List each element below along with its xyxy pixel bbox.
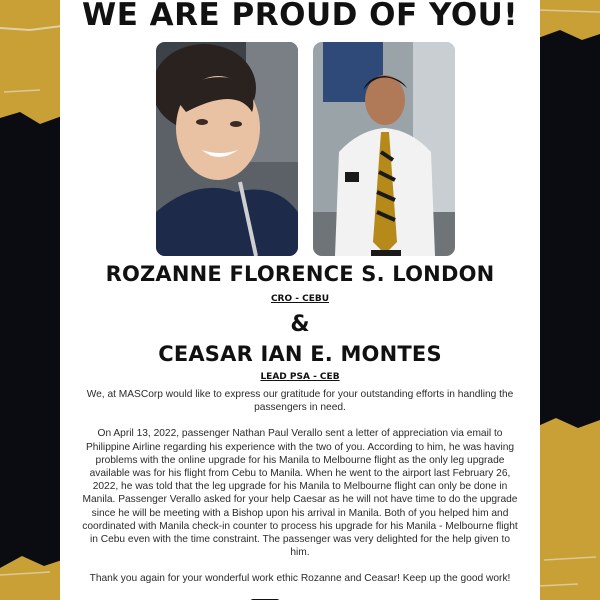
- person1-role: CRO - CEBU: [270, 294, 330, 304]
- headline: WE ARE PROUD OF YOU!: [82, 0, 518, 33]
- man-in-pilot-uniform-photo: [313, 42, 455, 256]
- certificate-card: [60, 0, 540, 600]
- person2-role: LEAD PSA - CEB: [260, 372, 340, 382]
- right-decorative-paint: [538, 0, 600, 600]
- woman-smiling-photo: [156, 42, 298, 256]
- appreciation-letter: [80, 388, 520, 599]
- person2-name: CEASAR IAN E. MONTES: [158, 342, 442, 366]
- left-decorative-paint: [0, 0, 62, 600]
- ampersand: &: [290, 312, 310, 337]
- person1-name: ROZANNE FLORENCE S. LONDON: [105, 262, 495, 286]
- paragraph-story: On April 13, 2022, passenger Nathan Paul Verallo sent a letter of appreciation via email to Philippine Airline regarding his experience with the two of you. According to him, he was having problems with the online upgrade for his Manila to Melbourne flight as the only leg upgrade available was for his flight from Cebu to Manila. When he went to the airport last February 26, 2022, he was told that the leg upgrade for his Manila to Melbourne flight can only be done in Manila. Passenger Verallo asked for your help Caesar as he will not have time to do the upgrade since he will be meeting with a Bishop upon his arrival in Manila. Both of you helped him and coordinated with Manila check-in counter to process his upgrade for his Manila - Melbourne flight in Cebu even with the time constraint. The passenger was very delighted for the help given to him.: [82, 428, 518, 559]
- bottom-logo-icon: [250, 594, 280, 600]
- paragraph-thanks: Thank you again for your wonderful work ethic Rozanne and Ceasar! Keep up the good work!: [89, 573, 511, 585]
- paragraph-intro: We, at MASCorp would like to express our gratitude for your outstanding efforts in handling the passengers in need.: [86, 389, 514, 414]
